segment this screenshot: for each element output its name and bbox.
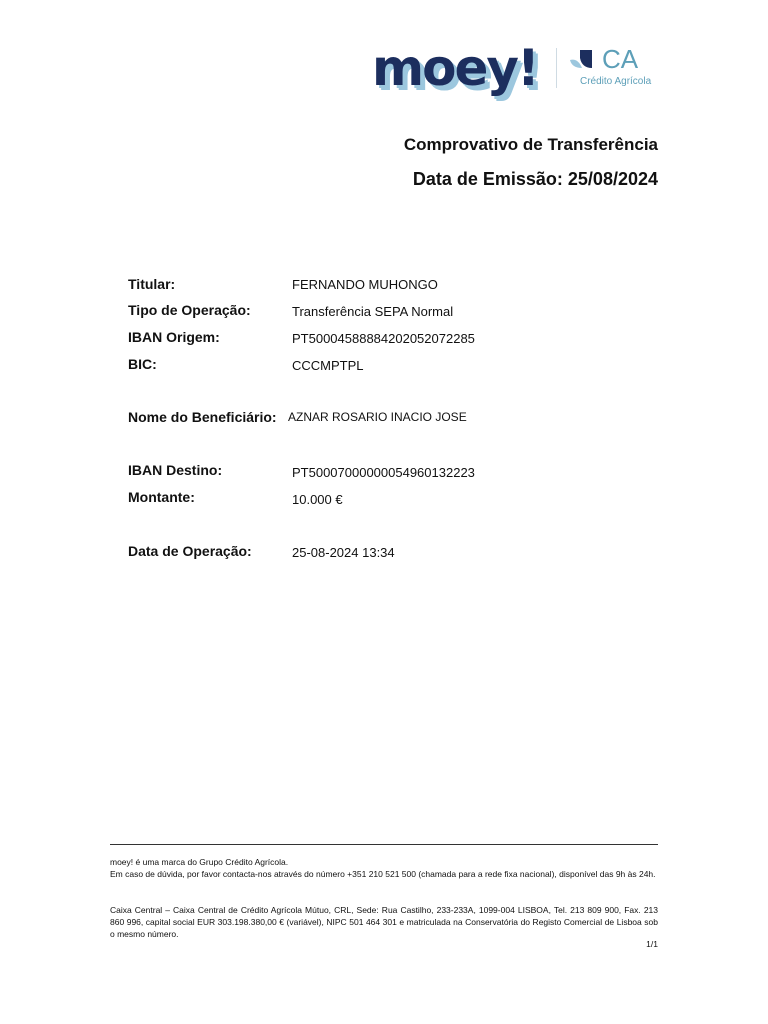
- logo-divider: [556, 48, 557, 88]
- footer-brand-note: moey! é uma marca do Grupo Crédito Agrícola.: [110, 857, 289, 867]
- beneficiary-value: AZNAR ROSARIO INACIO JOSE: [288, 410, 467, 424]
- document-title: Comprovativo de Transferência: [403, 135, 658, 154]
- bic-label: BIC:: [128, 356, 157, 372]
- holder-label: Titular:: [128, 276, 176, 292]
- iban-destination-label: IBAN Destino:: [128, 462, 223, 478]
- footer-contact-note: Em caso de dúvida, por favor contacta-nos através do número +351 210 521 500 (chamada para a rede fixa nacional), disponível das 9h às 24h.: [110, 869, 656, 879]
- issue-date-label: Data de Emissão:: [412, 169, 563, 189]
- moey-logo: moey!: [372, 39, 538, 97]
- operation-date-label: Data de Operação:: [128, 543, 252, 559]
- beneficiary-label: Nome do Beneficiário:: [128, 409, 277, 425]
- operation-type-value: Transferência SEPA Normal: [292, 304, 454, 319]
- operation-type-label: Tipo de Operação:: [128, 302, 251, 318]
- issue-date-value: 25/08/2024: [567, 169, 658, 189]
- operation-date-value: 25-08-2024 13:34: [292, 545, 395, 560]
- iban-origin-label: IBAN Origem:: [128, 329, 220, 345]
- footer-divider: [110, 844, 658, 845]
- credito-agricola-subtitle: Crédito Agrícola: [580, 76, 652, 87]
- footer-legal-note: Caixa Central – Caixa Central de Crédito Agrícola Mútuo, CRL, Sede: Rua Castilho, 233-233A, 1099-004 LISBOA, Tel. 213 809 900, Fax. 213 860 996, capital social EUR 303.198.380,00 € (variável), NIPC 501 464 301 e matriculada na Conservatória do Registo Comercial de Lisboa sob o mesmo número.: [110, 905, 658, 939]
- issue-date-line: [413, 169, 658, 190]
- page-number: 1/1: [646, 939, 658, 949]
- iban-origin-value: PT50004588884202052072285: [292, 331, 475, 346]
- amount-value: 10.000 €: [292, 492, 343, 507]
- iban-destination-value: PT50007000000054960132223: [292, 465, 475, 480]
- credito-agricola-leaf-icon: [566, 46, 596, 72]
- bic-value: CCCMPTPL: [292, 358, 364, 373]
- credito-agricola-logo: CA: [602, 44, 639, 74]
- holder-value: FERNANDO MUHONGO: [292, 277, 438, 292]
- amount-label: Montante:: [128, 489, 195, 505]
